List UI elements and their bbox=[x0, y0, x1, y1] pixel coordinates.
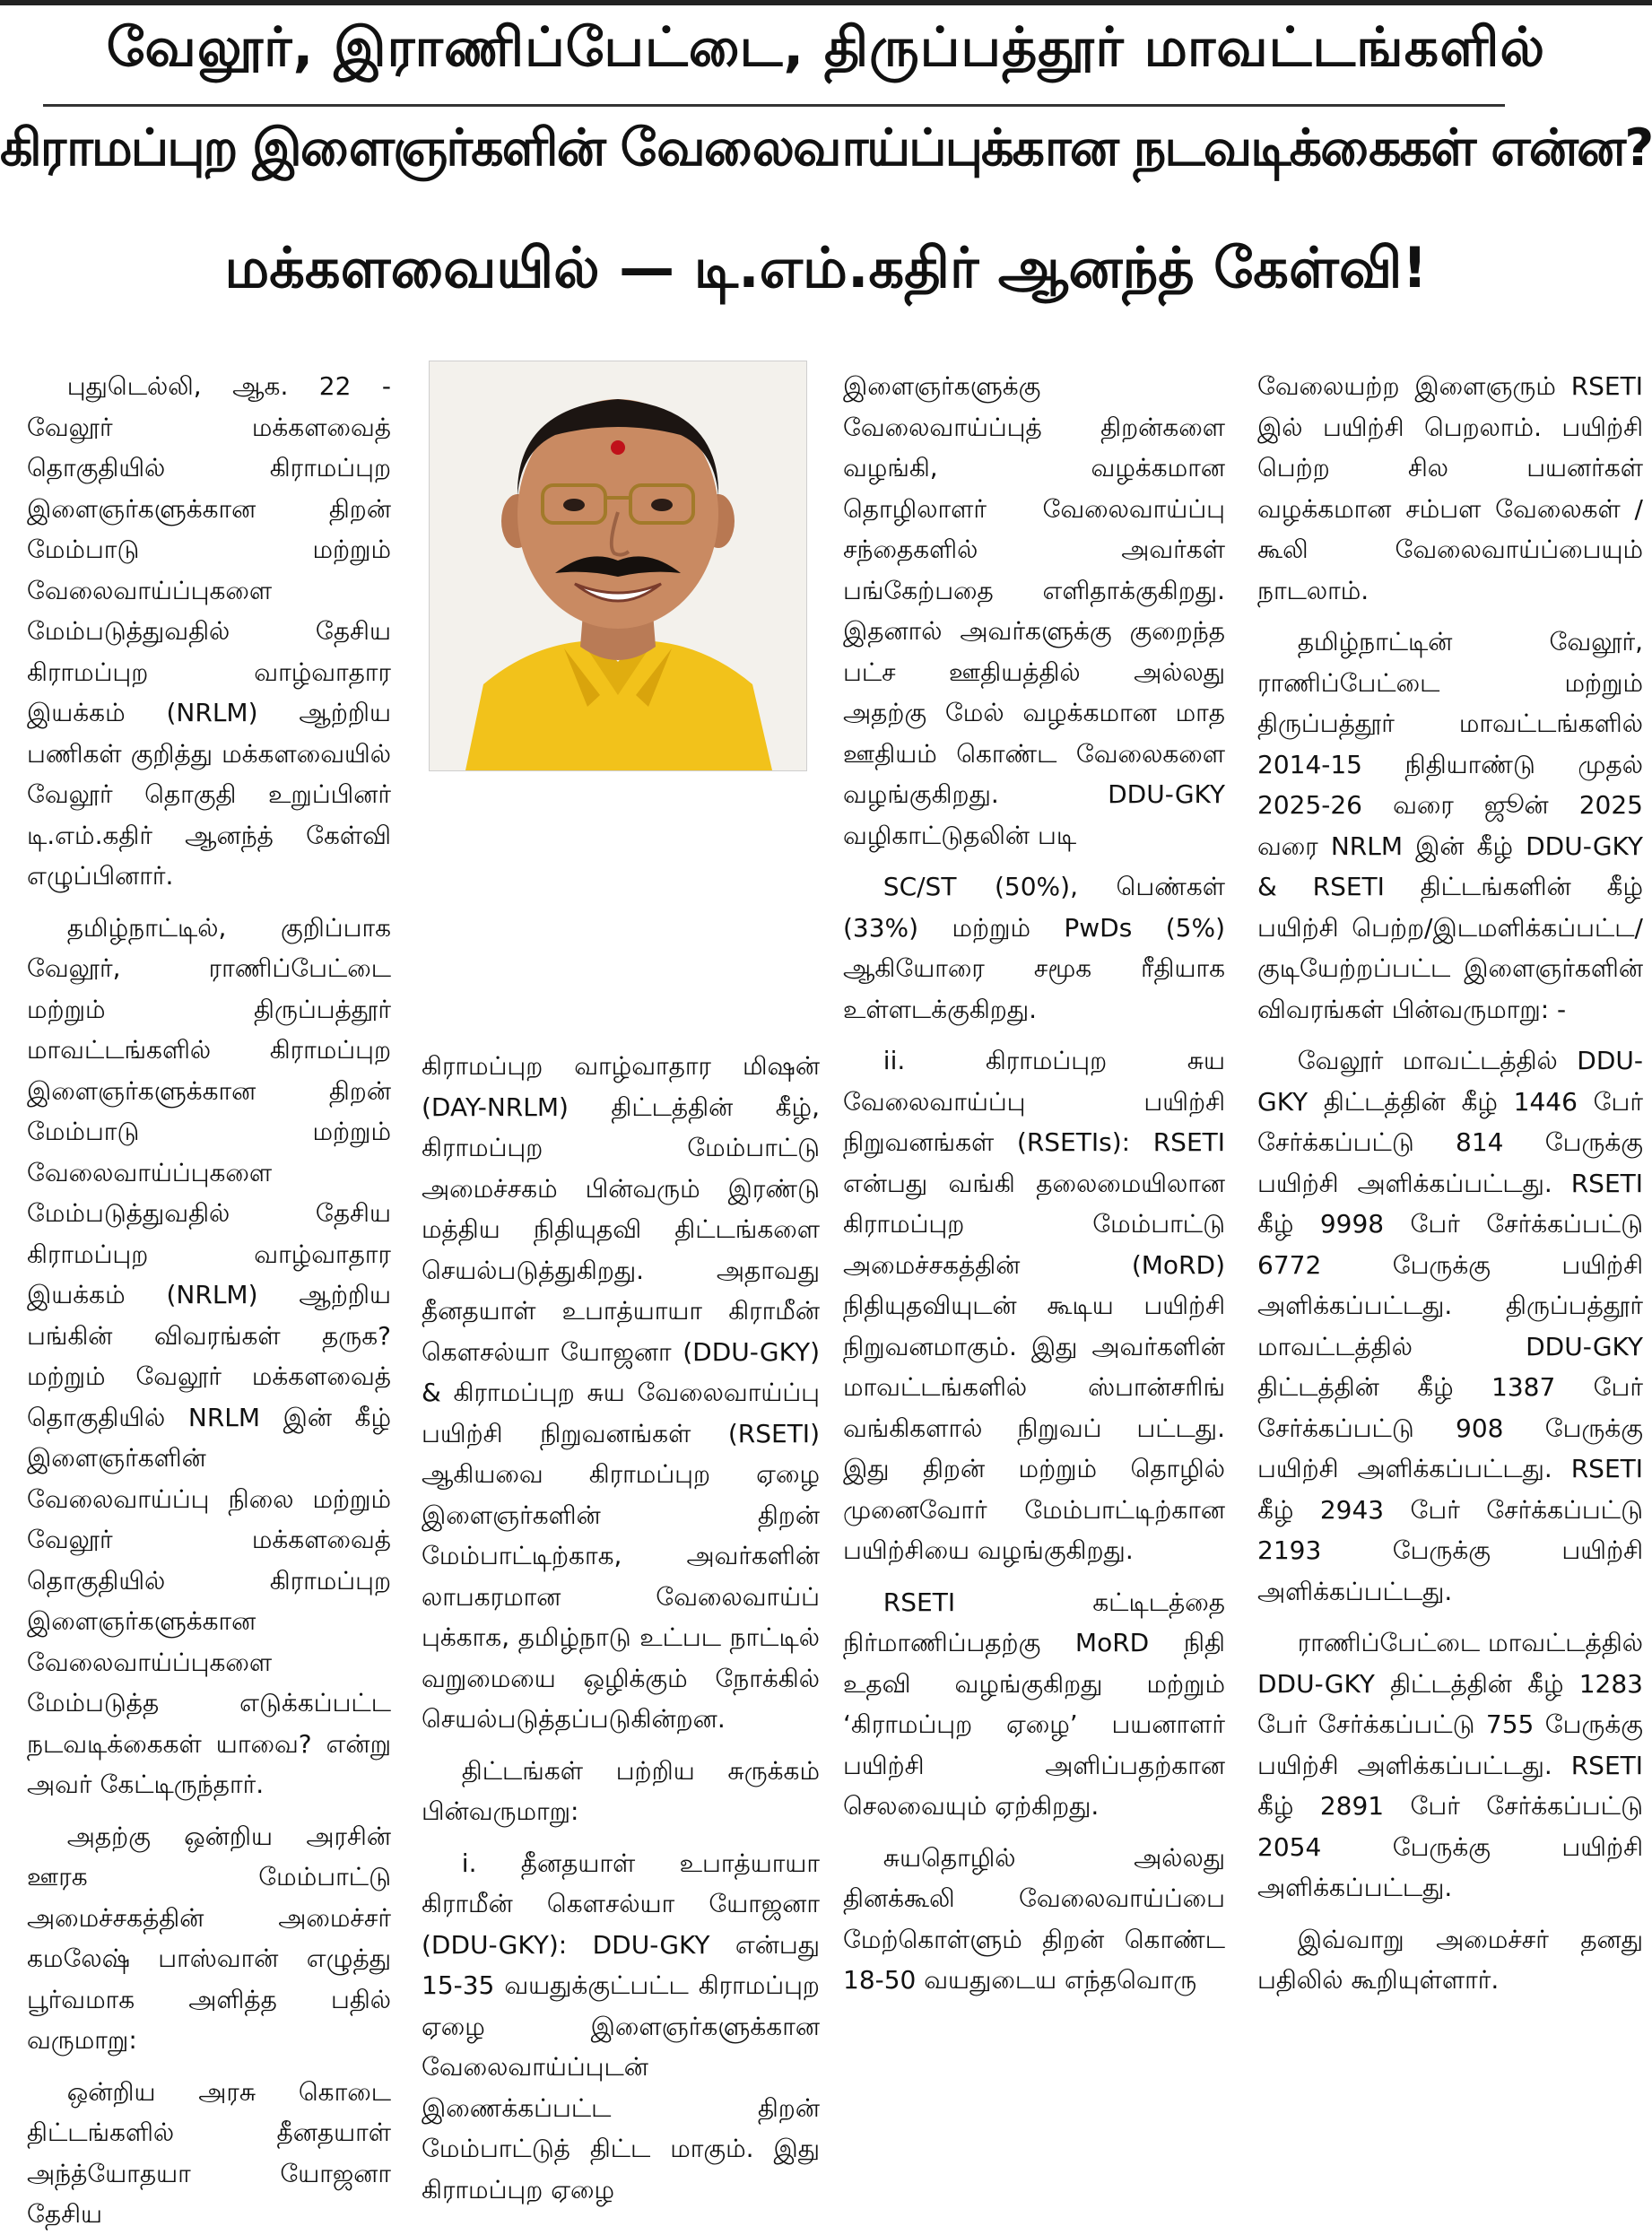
article-column-4 bbox=[1257, 366, 1643, 2027]
paragraph: ராணிப்பேட்டை மாவட்டத்தில் DDU-GKY திட்டத்தின் கீழ் 1283 பேர் சேர்க்கப்பட்டு 755 பேருக்கு பயிற்சி அளிக்கப்பட்டது. RSETI கீழ் 2891 பேர் சேர்க்கப்பட்டு 2054 பேருக்கு பயிற்சி அளிக்கப்பட்டது. bbox=[1257, 1628, 1644, 1902]
paragraph: வேலையற்ற இளைஞரும் RSETI இல் பயிற்சி பெறலாம். பயிற்சி பெற்ற சில பயனர்கள் வழக்கமான சம்பள வேலைகள் / கூலி வேலைவாய்ப்பையும் நாடலாம். bbox=[1257, 371, 1643, 605]
paragraph: அதற்கு ஒன்றிய அரசின் ஊரக மேம்பாட்டு அமைச்சகத்தின் அமைச்சர் கமலேஷ் பாஸ்வான் எழுத்து பூர்வமாக அளித்த பதில் வருமாறு: bbox=[27, 1821, 391, 2055]
paragraph: சுயதொழில் அல்லது தினக்கூலி வேலைவாய்ப்பை மேற்கொள்ளும் திறன் கொண்ட 18-50 வயதுடைய எந்தவொரு bbox=[843, 1842, 1225, 1995]
kicker-headline: வேலூர், இராணிப்பேட்டை, திருப்பத்தூர் மாவட்டங்களில் bbox=[106, 16, 1546, 79]
sub-headline: மக்களவையில் — டி.எம்.கதிர் ஆனந்த் கேள்வி! bbox=[224, 235, 1428, 300]
paragraph: புதுடெல்லி, ஆக. 22 - வேலூர் மக்களவைத் தொகுதியில் கிராமப்புற இளைஞர்களுக்கான திறன் மேம்பாடு மற்றும் வேலைவாய்ப்புகளை மேம்படுத்துவதில் தேசிய கிராமப்புற வாழ்வாதார இயக்கம் (NRLM) ஆற்றிய பணிகள் குறித்து மக்களவையில் வேலூர் தொகுதி உறுப்பினர் டி.எம்.கதிர் ஆனந்த் கேள்வி எழுப்பினார். bbox=[27, 371, 391, 891]
paragraph: தமிழ்நாட்டில், குறிப்பாக வேலூர், ராணிப்பேட்டை மற்றும் திருப்பத்தூர் மாவட்டங்களில் கிராமப்புற இளைஞர்களுக்கான திறன் மேம்பாடு மற்றும் வேலைவாய்ப்புகளை மேம்படுத்துவதில் தேசிய கிராமப்புற வாழ்வாதார இயக்கம் (NRLM) ஆற்றிய பங்கின் விவரங்கள் தருக? மற்றும் வேலூர் மக்களவைத் தொகுதியில் NRLM இன் கீழ் இளைஞர்களின் வேலைவாய்ப்பு நிலை மற்றும் வேலூர் மக்களவைத் தொகுதியில் கிராமப்புற இளைஞர்களுக்கான வேலைவாய்ப்புகளை மேம்படுத்த எடுக்கப்பட்ட நடவடிக்கைகள் யாவை? என்று அவர் கேட்டிருந்தார். bbox=[27, 912, 391, 1799]
top-rule bbox=[0, 0, 1652, 5]
paragraph: இவ்வாறு அமைச்சர் தனது பதிலில் கூறியுள்ளார். bbox=[1257, 1924, 1643, 1995]
paragraph: RSETI கட்டிடத்தை நிர்மாணிப்பதற்கு MoRD நிதி உதவி வழங்குகிறது மற்றும் ‘கிராமப்புற ஏழை’ பயனாளர் பயிற்சி அளிப்பதற்கான செலவையும் ஏற்கிறது. bbox=[843, 1587, 1225, 1821]
article-column-1 bbox=[27, 366, 391, 2229]
paragraph: கிராமப்புற வாழ்வாதார மிஷன் (DAY-NRLM) திட்டத்தின் கீழ், கிராமப்புற மேம்பாட்டு அமைச்சகம் பின்வரும் இரண்டு மத்திய நிதியுதவி திட்டங்களை செயல்படுத்துகிறது. அதாவது தீனதயாள் உபாத்யாயா கிராமீன் கௌசல்யா யோஜனா (DDU-GKY) & கிராமப்புற சுய வேலைவாய்ப்பு பயிற்சி நிறுவனங்கள் (RSETI) ஆகியவை கிராமப்புற ஏழை இளைஞர்களின் திறன் மேம்பாட்டிற்காக, அவர்களின் லாபகரமான வேலைவாய்ப் புக்காக, தமிழ்நாடு உட்பட நாட்டில் வறுமையை ஒழிக்கும் நோக்கில் செயல்படுத்தப்படுகின்றன. bbox=[422, 1051, 820, 1734]
article-column-2 bbox=[422, 1046, 820, 2205]
paragraph: இளைஞர்களுக்கு வேலைவாய்ப்புத் திறன்களை வழங்கி, வழக்கமான தொழிலாளர் வேலைவாய்ப்பு சந்தைகளில் அவர்கள் பங்கேற்பதை எளிதாக்குகிறது. இதனால் அவர்களுக்கு குறைந்த பட்ச ஊதியத்தில் அல்லது அதற்கு மேல் வழக்கமான மாத ஊதியம் கொண்ட வேலைகளை வழங்குகிறது. DDU-GKY வழிகாட்டுதலின் படி bbox=[843, 371, 1225, 850]
portrait-photo bbox=[429, 361, 807, 771]
article-column-3 bbox=[843, 366, 1225, 2027]
kicker-divider bbox=[43, 104, 1505, 107]
paragraph: ii. கிராமப்புற சுய வேலைவாய்ப்பு பயிற்சி நிறுவனங்கள் (RSETIs): RSETI என்பது வங்கி தலைமையிலான கிராமப்புற மேம்பாட்டு அமைச்சகத்தின் (MoRD) நிதியுதவியுடன் கூடிய பயிற்சி நிறுவனமாகும். இது அவர்களின் மாவட்டங்களில் ஸ்பான்சரிங் வங்கிகளால் நிறுவப் பட்டது. இது திறன் மற்றும் தொழில் முனைவோர் மேம்பாட்டிற்கான பயிற்சியை வழங்குகிறது. bbox=[843, 1046, 1225, 1565]
paragraph: SC/ST (50%), பெண்கள் (33%) மற்றும் PwDs (5%) ஆகியோரை சமூக ரீதியாக உள்ளடக்குகிறது. bbox=[843, 872, 1225, 1024]
portrait-illustration bbox=[430, 361, 806, 770]
paragraph: i. தீனதயாள் உபாத்யாயா கிராமீன் கௌசல்யா யோஜனா (DDU-GKY): DDU-GKY என்பது 15-35 வயதுக்குட்பட்ட கிராமப்புற ஏழை இளைஞர்களுக்கான வேலைவாய்ப்புடன் இணைக்கப்பட்ட திறன் மேம்பாட்டுத் திட்ட மாகும். இது கிராமப்புற ஏழை bbox=[422, 1848, 820, 2205]
paragraph: ஒன்றிய அரசு கொடை திட்டங்களில் தீனதயாள் அந்த்யோதயா யோஜனா தேசிய bbox=[27, 2076, 391, 2229]
main-headline: கிராமப்புற இளைஞர்களின் வேலைவாய்ப்புக்கான நடவடிக்கைகள் என்ன? bbox=[0, 118, 1652, 178]
paragraph: வேலூர் மாவட்டத்தில் DDU-GKY திட்டத்தின் கீழ் 1446 பேர் சேர்க்கப்பட்டு 814 பேருக்கு பயிற்சி அளிக்கப்பட்டது. RSETI கீழ் 9998 பேர் சேர்க்கப்பட்டு 6772 பேருக்கு பயிற்சி அளிக்கப்பட்டது. திருப்பத்தூர் மாவட்டத்தில் DDU-GKY திட்டத்தின் கீழ் 1387 பேர் சேர்க்கப்பட்டு 908 பேருக்கு பயிற்சி அளிக்கப்பட்டது. RSETI கீழ் 2943 பேர் சேர்க்கப்பட்டு 2193 பேருக்கு பயிற்சி அளிக்கப்பட்டது. bbox=[1257, 1046, 1643, 1606]
paragraph: திட்டங்கள் பற்றிய சுருக்கம் பின்வருமாறு: bbox=[422, 1755, 820, 1826]
paragraph: தமிழ்நாட்டின் வேலூர், ராணிப்பேட்டை மற்றும் திருப்பத்தூர் மாவட்டங்களில் 2014-15 நிதியாண்டு முதல் 2025-26 வரை ஜூன் 2025 வரை NRLM இன் கீழ் DDU-GKY & RSETI திட்டங்களின் கீழ் பயிற்சி பெற்ற/இடமளிக்கப்பட்ட/குடியேற்றப்பட்ட இளைஞர்களின் விவரங்கள் பின்வருமாறு: - bbox=[1257, 627, 1643, 1024]
